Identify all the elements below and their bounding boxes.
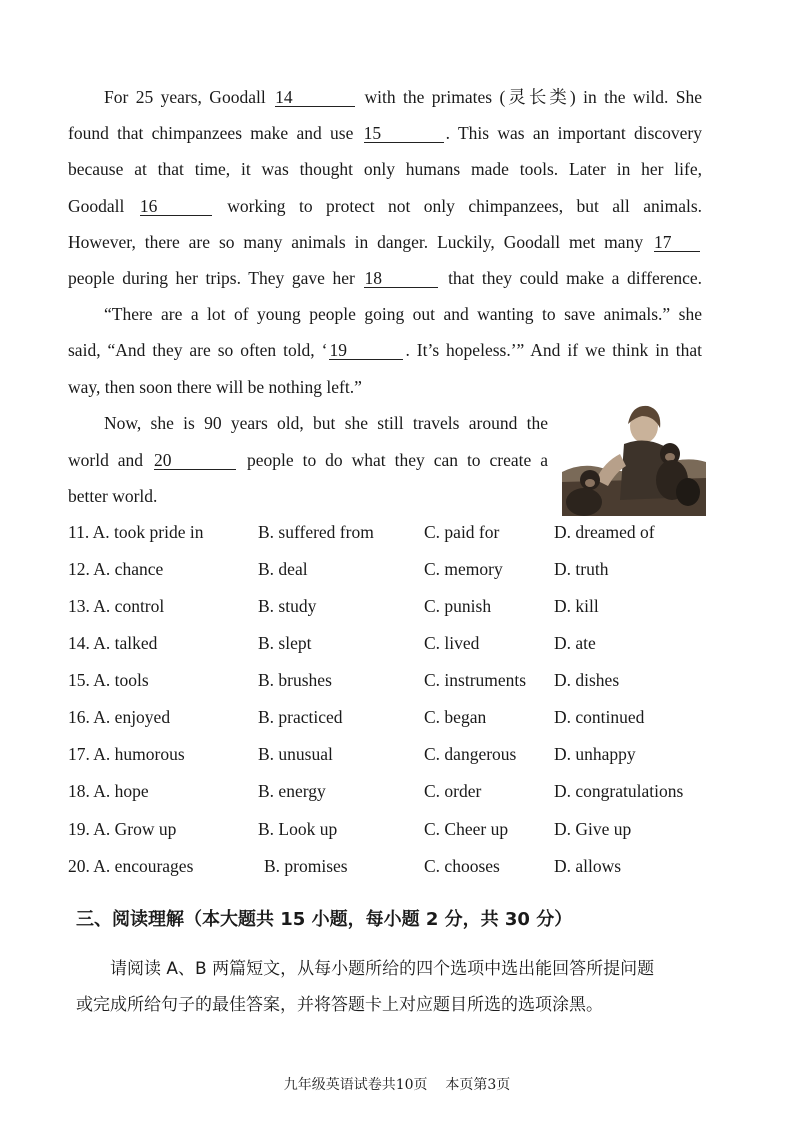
option-row-12: [68, 558, 708, 580]
text: people during her trips. They gave her: [68, 268, 355, 288]
text: that they could make a difference.: [448, 268, 702, 288]
text: found that chimpanzees make and use: [68, 123, 354, 143]
option-b: B. slept: [258, 633, 312, 653]
passage-line: Now, she is 90 years old, but she still travels around the: [104, 413, 548, 433]
option-d: D. dishes: [554, 670, 620, 690]
blank-19: 19: [329, 341, 403, 360]
option-a: 11. A. took pride in: [68, 522, 204, 542]
option-a: 20. A. encourages: [68, 856, 194, 876]
passage-line: because at that time, it was thought only humans made tools. Later in her life,: [68, 159, 702, 179]
text: However, there are so many animals in danger. Luckily, Goodall met many: [68, 232, 644, 252]
option-row-17: [68, 743, 708, 765]
blank-16: 16: [140, 197, 212, 216]
option-b: B. energy: [258, 781, 326, 801]
option-d: D. truth: [554, 559, 609, 579]
blank-20: 20: [154, 451, 236, 470]
option-d: D. allows: [554, 856, 622, 876]
option-b: B. deal: [258, 559, 308, 579]
text: For 25 years, Goodall: [104, 87, 266, 107]
option-a: 17. A. humorous: [68, 744, 185, 764]
passage-line: [68, 339, 702, 361]
page-footer: [0, 1074, 794, 1094]
option-d: D. Give up: [554, 819, 632, 839]
option-b: B. unusual: [258, 744, 333, 764]
option-a: 18. A. hope: [68, 781, 149, 801]
option-d: D. congratulations: [554, 781, 684, 801]
option-row-19: [68, 818, 708, 840]
footer-total-pages: 九年级英语试卷共10页: [283, 1077, 428, 1093]
option-row-15: [68, 669, 708, 691]
text: said, “And they are so often told, ‘: [68, 340, 328, 360]
passage-line: [68, 231, 702, 253]
text: with the primates (灵长类) in the wild. She: [364, 87, 703, 107]
blank-15: 15: [364, 124, 444, 143]
option-a: 15. A. tools: [68, 670, 149, 690]
option-c: C. chooses: [424, 856, 500, 876]
blank-14: 14: [275, 88, 355, 107]
option-row-11: [68, 521, 708, 543]
passage-line: [68, 449, 548, 471]
option-c: C. began: [424, 707, 487, 727]
blank-17: 17: [654, 233, 700, 252]
option-c: C. paid for: [424, 522, 500, 542]
option-c: C. punish: [424, 596, 492, 616]
option-c: C. instruments: [424, 670, 527, 690]
option-row-16: [68, 706, 708, 728]
option-d: D. dreamed of: [554, 522, 655, 542]
option-b: B. Look up: [258, 819, 338, 839]
text: people to do what they can to create a: [247, 450, 548, 470]
option-c: C. memory: [424, 559, 503, 579]
text: . It’s hopeless.’” And if we think in that: [405, 340, 702, 360]
option-b: B. suffered from: [258, 522, 374, 542]
option-row-20: [68, 855, 708, 877]
option-a: 19. A. Grow up: [68, 819, 177, 839]
text: world and: [68, 450, 144, 470]
option-a: 12. A. chance: [68, 559, 164, 579]
option-c: C. dangerous: [424, 744, 517, 764]
goodall-chimpanzee-illustration: [562, 402, 706, 516]
option-row-13: [68, 595, 708, 617]
option-d: D. kill: [554, 596, 599, 616]
text: working to protect not only chimpanzees, but all animals.: [227, 196, 703, 216]
option-a: 14. A. talked: [68, 633, 158, 653]
option-a: 16. A. enjoyed: [68, 707, 171, 727]
option-d: D. ate: [554, 633, 596, 653]
passage-line: better world.: [68, 486, 158, 506]
option-c: C. order: [424, 781, 482, 801]
option-d: D. continued: [554, 707, 645, 727]
option-row-18: [68, 780, 708, 802]
passage-line: [68, 195, 702, 217]
passage-line: [68, 122, 702, 144]
option-b: B. brushes: [258, 670, 332, 690]
text: . This was an important discovery: [445, 123, 703, 143]
passage-line: “There are a lot of young people going out and wanting to save animals.” she: [104, 304, 702, 324]
passage-line: [68, 267, 702, 289]
section-heading: 三、阅读理解（本大题共 15 小题，每小题 2 分，共 30 分）: [76, 909, 573, 930]
blank-18: 18: [364, 269, 438, 288]
passage-line: [104, 86, 702, 108]
text: Goodall: [68, 196, 125, 216]
option-row-14: [68, 632, 708, 654]
option-c: C. Cheer up: [424, 819, 509, 839]
passage-line: way, then soon there will be nothing left.”: [68, 377, 362, 397]
option-b: B. study: [258, 596, 317, 616]
section-instruction: 或完成所给句子的最佳答案，并将答题卡上对应题目所选的选项涂黑。: [76, 995, 603, 1015]
option-a: 13. A. control: [68, 596, 165, 616]
section-instruction: 请阅读 A、B 两篇短文，从每小题所给的四个选项中选出能回答所提问题: [110, 959, 655, 979]
option-c: C. lived: [424, 633, 480, 653]
option-b: B. promises: [264, 856, 348, 876]
option-d: D. unhappy: [554, 744, 636, 764]
option-b: B. practiced: [258, 707, 343, 727]
footer-page-number: 本页第3页: [445, 1077, 511, 1093]
